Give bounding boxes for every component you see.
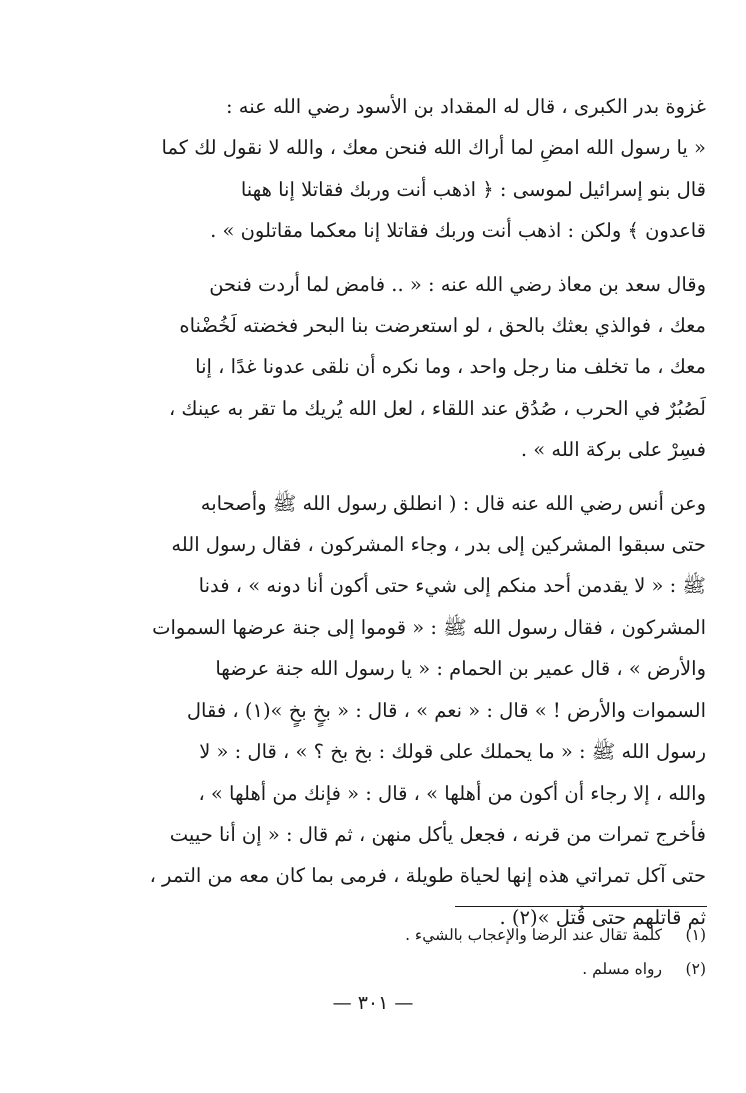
footnote-item bbox=[300, 952, 706, 986]
footnote-text: رواه مسلم . bbox=[582, 960, 662, 978]
footnote-divider bbox=[455, 906, 707, 907]
paragraph-gap bbox=[66, 252, 706, 264]
paragraph-2 bbox=[66, 264, 706, 471]
footnote-number: (١) bbox=[685, 926, 706, 944]
text-line: رسول الله ﷺ : « ما يحملك على قولك : بخ بخ ؟ » ، قال : « لا bbox=[199, 740, 706, 764]
text-line: ﷺ : « لا يقدمن أحد منكم إلى شيء حتى أكون أنا دونه » ، فدنا bbox=[198, 574, 706, 598]
footnote-item bbox=[300, 918, 706, 952]
page-number: — ٣٠١ — bbox=[332, 992, 414, 1014]
footnote-text: كلمة تقال عند الرضا والإعجاب بالشيء . bbox=[405, 926, 662, 944]
footnote-number: (٢) bbox=[685, 960, 706, 978]
text-line: حتى سبقوا المشركين إلى بدر ، وجاء المشركون ، فقال رسول الله bbox=[171, 533, 706, 557]
main-text bbox=[66, 86, 706, 938]
paragraph-gap bbox=[66, 471, 706, 483]
text-line: السموات والأرض ! » قال : « نعم » ، قال : « بخٍ بخٍ »(١) ، فقال bbox=[186, 698, 706, 722]
text-line: والأرض » ، قال عمير بن الحمام : « يا رسول الله جنة عرضها bbox=[215, 657, 706, 681]
text-line: فأخرج تمرات من قرنه ، فجعل يأكل منهن ، ثم قال : « إن أنا حييت bbox=[169, 822, 706, 846]
paragraph-3 bbox=[66, 483, 706, 938]
text-line: المشركون ، فقال رسول الله ﷺ : « قوموا إلى جنة عرضها السموات bbox=[152, 615, 706, 639]
paragraph-1 bbox=[66, 86, 706, 252]
text-line: والله ، إلا رجاء أن أكون من أهلها » ، قال : « فإنك من أهلها » ، bbox=[198, 781, 706, 805]
text-line: وقال سعد بن معاذ رضي الله عنه : « .. فامض لما أردت فنحن bbox=[209, 272, 706, 296]
footnotes bbox=[300, 918, 706, 986]
text-line: ثم قاتلهم حتى قُتل »(٢) . bbox=[499, 905, 706, 929]
text-line: قاعدون ﴾ ولكن : اذهب أنت وربك فقاتلا إنا معكما مقاتلون » . bbox=[210, 219, 706, 243]
text-line: معك ، ما تخلف منا رجل واحد ، وما نكره أن نلقى عدونا غدًا ، إنا bbox=[195, 355, 706, 379]
text-line: لَصُبُرٌ في الحرب ، صُدُق عند اللقاء ، لعل الله يُريك ما تقر به عينك ، bbox=[168, 396, 706, 420]
text-line: قال بنو إسرائيل لموسى : ﴿ اذهب أنت وربك فقاتلا إنا ههنا bbox=[240, 177, 706, 201]
text-line: فسِرْ على بركة الله » . bbox=[520, 438, 706, 462]
text-line: وعن أنس رضي الله عنه قال : ( انطلق رسول الله ﷺ وأصحابه bbox=[200, 491, 706, 515]
text-line: « يا رسول الله امضِ لما أراك الله فنحن معك ، والله لا نقول لك كما bbox=[161, 136, 706, 160]
text-line: معك ، فوالذي بعثك بالحق ، لو استعرضت بنا البحر فخضته لَخُضْناه bbox=[179, 314, 706, 338]
text-line: حتى آكل تمراتي هذه إنها لحياة طويلة ، فرمى بما كان معه من التمر ، bbox=[149, 864, 706, 888]
text-line: غزوة بدر الكبرى ، قال له المقداد بن الأسود رضي الله عنه : bbox=[226, 95, 706, 118]
